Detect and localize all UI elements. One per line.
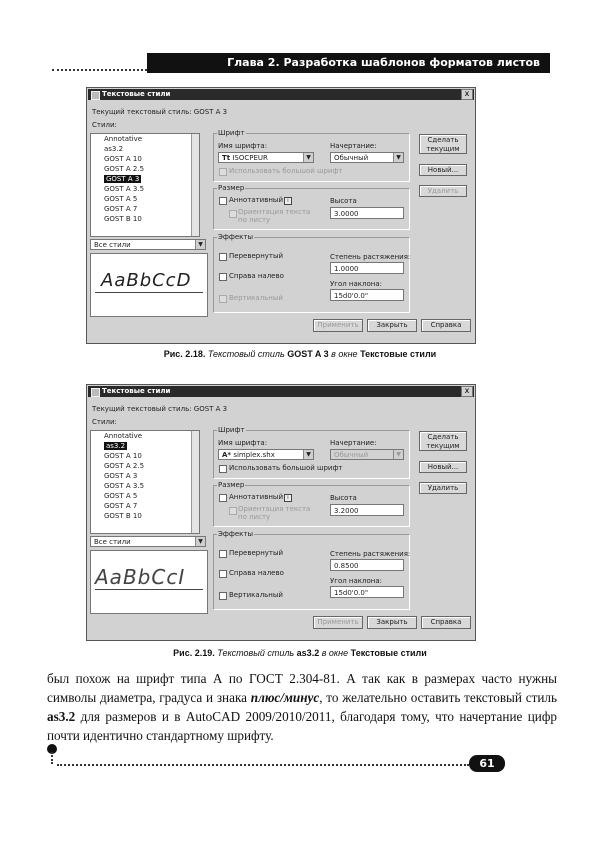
style-filter-select[interactable]: Все стили ▼ [90,239,206,250]
set-current-button[interactable]: Сделать текущим [419,431,467,451]
dialog-title: Текстовые стили [102,90,171,98]
style-list-item[interactable]: GOST A 3.5 [104,482,145,490]
figure-caption-2-18: Рис. 2.18. Текстовый стиль GOST A 3 в окне Текстовые стили [163,349,437,359]
width-factor-input[interactable]: 1.0000 [330,262,404,274]
backwards-label: Справа налево [229,569,284,577]
width-factor-label: Степень растяжения: [330,253,411,261]
style-list-item[interactable]: GOST A 5 [104,195,138,203]
style-list-item[interactable]: GOST A 10 [104,452,142,460]
preview-sample-text: AaBbCcD [101,270,192,291]
styles-list[interactable] [90,133,200,237]
text-styles-dialog-1 [86,87,476,344]
font-name-select[interactable]: Tt ISOCPEUR ▼ [218,152,314,163]
style-list-item[interactable]: GOST A 7 [104,205,138,213]
style-list-item[interactable]: GOST B 10 [104,512,142,520]
header-dotted-line [52,69,147,71]
style-list-item[interactable]: GOST A 5 [104,492,138,500]
style-list-item[interactable]: GOST A 3 [104,472,138,480]
styles-scrollbar[interactable] [191,431,199,533]
dialog-title: Текстовые стили [102,387,171,395]
style-list-item[interactable]: GOST A 2.5 [104,462,145,470]
style-list-item[interactable]: GOST A 7 [104,502,138,510]
font-style-label: Начертание: [330,142,377,150]
oblique-angle-input[interactable]: 15d0'0.0" [330,586,404,598]
oblique-angle-label: Угол наклона: [330,577,383,585]
help-button[interactable]: Справка [421,616,471,629]
height-label: Высота [330,197,357,205]
styles-scrollbar[interactable] [191,134,199,236]
set-current-button[interactable]: Сделать текущим [419,134,467,154]
chevron-down-icon: ▼ [195,240,205,249]
style-preview [90,253,208,317]
upside-down-label: Перевернутый [229,252,284,260]
font-name-label: Имя шрифта: [218,142,268,150]
font-group: Шрифт Имя шрифта: Tt ISOCPEUR ▼ Начертание: Обычный ▼ Использовать большой шрифт [213,133,410,182]
font-name-label: Имя шрифта: [218,439,268,447]
delete-style-button[interactable]: Удалить [419,185,467,197]
info-icon[interactable]: i [284,197,292,205]
height-input[interactable]: 3.0000 [330,207,404,219]
style-preview [90,550,208,614]
font-style-select[interactable]: Обычный ▼ [330,449,404,460]
chevron-down-icon: ▼ [303,153,313,162]
width-factor-label: Степень растяжения: [330,550,411,558]
page-number: 61 [469,755,505,772]
style-list-item[interactable]: as3.2 [106,442,126,450]
effects-group: Эффекты Перевернутый Справа налево Вертикальный Степень растяжения: 1.0000 Угол наклона: 15d0'0.0" [213,237,410,313]
close-icon[interactable]: x [461,89,473,100]
style-list-item[interactable]: Annotative [104,432,143,440]
new-style-button[interactable]: Новый... [419,164,467,176]
close-button[interactable]: Закрыть [367,319,417,332]
oblique-angle-input[interactable]: 15d0'0.0" [330,289,404,301]
dialog-title-bar [88,89,474,100]
styles-list[interactable] [90,430,200,534]
upside-down-checkbox[interactable] [219,550,227,558]
styles-label: Стили: [92,121,117,129]
font-name-select[interactable]: A* simplex.shx ▼ [218,449,314,460]
font-style-select[interactable]: Обычный ▼ [330,152,404,163]
help-button[interactable]: Справка [421,319,471,332]
current-style-label: Текущий текстовый стиль: GOST A 3 [92,405,228,413]
style-name-as32: as3.2 [47,709,76,724]
apply-button[interactable]: Применить [313,319,363,332]
bigfont-label: Использовать большой шрифт [229,167,343,175]
vertical-checkbox[interactable] [219,592,227,600]
style-list-item[interactable]: as3.2 [104,145,124,153]
orientation-label: Ориентация текста по листу [238,208,311,224]
annotative-checkbox[interactable] [219,494,227,502]
bigfont-checkbox[interactable] [219,168,227,176]
style-filter-select[interactable]: Все стили ▼ [90,536,206,547]
vertical-label: Вертикальный [229,294,283,302]
chevron-down-icon: ▼ [195,537,205,546]
oblique-angle-label: Угол наклона: [330,280,383,288]
new-style-button[interactable]: Новый... [419,461,467,473]
footer-vertical-dots [51,752,53,764]
orientation-checkbox[interactable] [229,507,237,515]
close-button[interactable]: Закрыть [367,616,417,629]
delete-style-button[interactable]: Удалить [419,482,467,494]
style-list-item[interactable]: GOST A 10 [104,155,142,163]
chapter-header: Глава 2. Разработка шаблонов форматов листов [147,53,550,73]
current-style-label: Текущий текстовый стиль: GOST A 3 [92,108,228,116]
height-label: Высота [330,494,357,502]
font-type-icon: Tt [222,154,231,162]
close-icon[interactable]: x [461,386,473,397]
vertical-label: Вертикальный [229,591,283,599]
font-style-label: Начертание: [330,439,377,447]
bigfont-checkbox[interactable] [219,465,227,473]
font-type-icon: A* [222,451,232,459]
size-group: Размер Аннотативный i Ориентация текста по листу Высота 3.2000 [213,485,410,527]
annotative-label: Аннотативный [229,196,283,204]
text-styles-dialog-2 [86,384,476,641]
preview-baseline [95,589,203,590]
backwards-checkbox[interactable] [219,273,227,281]
upside-down-label: Перевернутый [229,549,284,557]
bigfont-label: Использовать большой шрифт [229,464,343,472]
footer-dotted-line [57,764,469,766]
orientation-label: Ориентация текста по листу [238,505,311,521]
style-list-item[interactable]: GOST A 3.5 [104,185,145,193]
preview-baseline [95,292,203,293]
width-factor-input[interactable]: 0.8500 [330,559,404,571]
backwards-label: Справа налево [229,272,284,280]
app-icon [91,91,100,100]
styles-label: Стили: [92,418,117,426]
style-list-item[interactable]: GOST A 3 [106,175,140,183]
preview-sample-text: AaBbCcI [95,565,186,589]
dialog-title-bar [88,386,474,397]
info-icon[interactable]: i [284,494,292,502]
chevron-down-icon: ▼ [393,153,403,162]
size-group: Размер Аннотативный i Ориентация текста по листу Высота 3.0000 [213,188,410,230]
vertical-checkbox[interactable] [219,295,227,303]
app-icon [91,388,100,397]
upside-down-checkbox[interactable] [219,253,227,261]
annotative-checkbox[interactable] [219,197,227,205]
style-list-item[interactable]: GOST A 2.5 [104,165,145,173]
style-list-item[interactable]: Annotative [104,135,143,143]
annotative-label: Аннотативный [229,493,283,501]
figure-caption-2-19: Рис. 2.19. Текстовый стиль as3.2 в окне Текстовые стили [173,648,427,658]
chevron-down-icon: ▼ [393,450,403,459]
effects-group: Эффекты Перевернутый Справа налево Вертикальный Степень растяжения: 0.8500 Угол наклона: 15d0'0.0" [213,534,410,610]
orientation-checkbox[interactable] [229,210,237,218]
backwards-checkbox[interactable] [219,570,227,578]
apply-button[interactable]: Применить [313,616,363,629]
font-group: Шрифт Имя шрифта: A* simplex.shx ▼ Начертание: Обычный ▼ Использовать большой шрифт [213,430,410,479]
height-input[interactable]: 3.2000 [330,504,404,516]
body-paragraph: был похож на шрифт типа А по ГОСТ 2.304-81. А так как в размерах часто нужны символы диаметра, градуса и знака плюс/минус, то желательно оставить текстовый стиль as3.2 для размеров и в AutoCAD 2009/2010/2011, благодаря тому, что начертание цифр почти идентично стандартному шрифту. [47,671,557,743]
style-list-item[interactable]: GOST B 10 [104,215,142,223]
chevron-down-icon: ▼ [303,450,313,459]
